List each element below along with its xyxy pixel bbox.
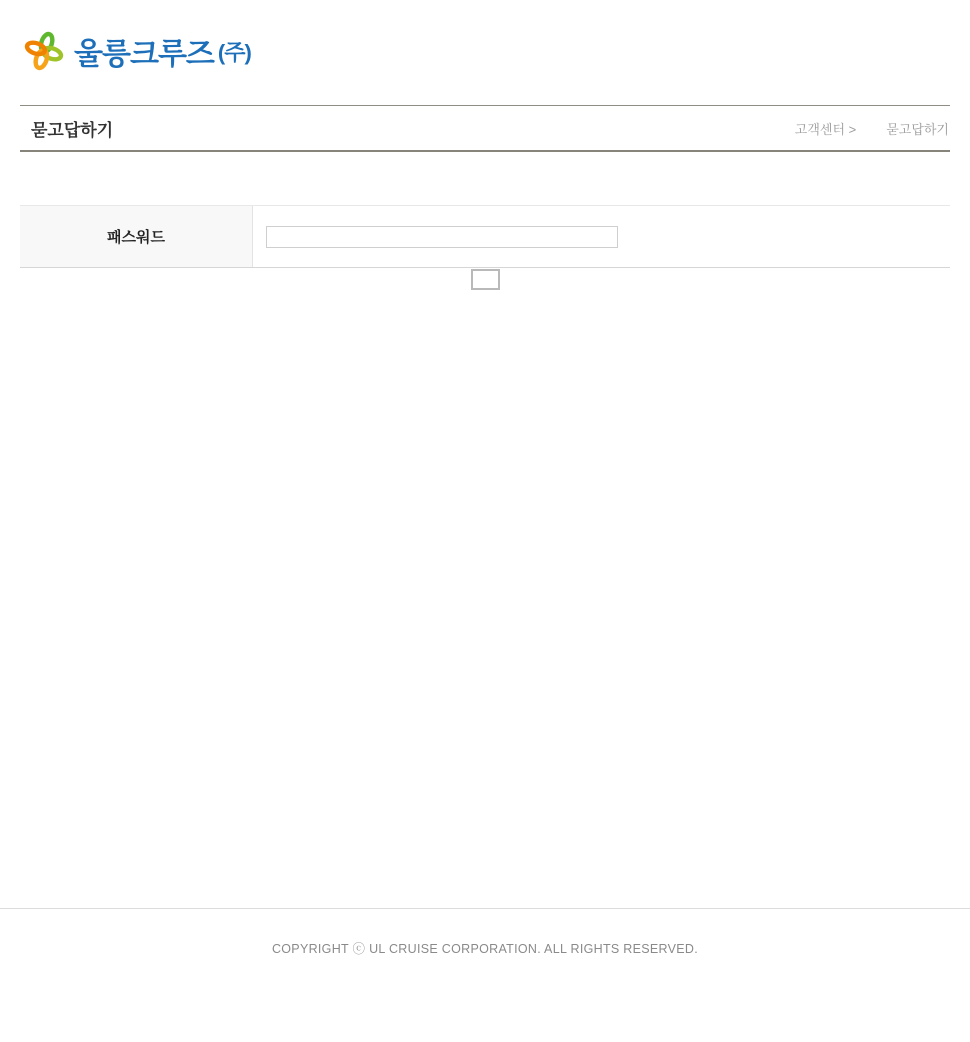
password-value-cell xyxy=(253,206,950,267)
brand-logo[interactable] xyxy=(23,28,251,74)
breadcrumb-current[interactable]: 묻고답하기 xyxy=(886,121,949,137)
breadcrumb xyxy=(795,119,950,138)
password-label: 패스워드 xyxy=(20,206,253,267)
password-input[interactable] xyxy=(266,226,618,248)
pinwheel-flower-icon xyxy=(23,28,65,74)
submit-button[interactable] xyxy=(471,269,500,290)
brand-suffix: (주) xyxy=(217,39,251,65)
brand-name: 울릉크루즈 xyxy=(74,38,214,71)
copyright-text: COPYRIGHT ⓒ UL CRUISE CORPORATION. ALL RIGHTS RESERVED. xyxy=(271,942,699,956)
footer xyxy=(0,908,970,957)
titlebar xyxy=(20,105,950,152)
password-form-table xyxy=(20,205,950,268)
breadcrumb-parent[interactable]: 고객센터 > xyxy=(794,121,857,137)
page-title: 묻고답하기 xyxy=(31,120,114,140)
